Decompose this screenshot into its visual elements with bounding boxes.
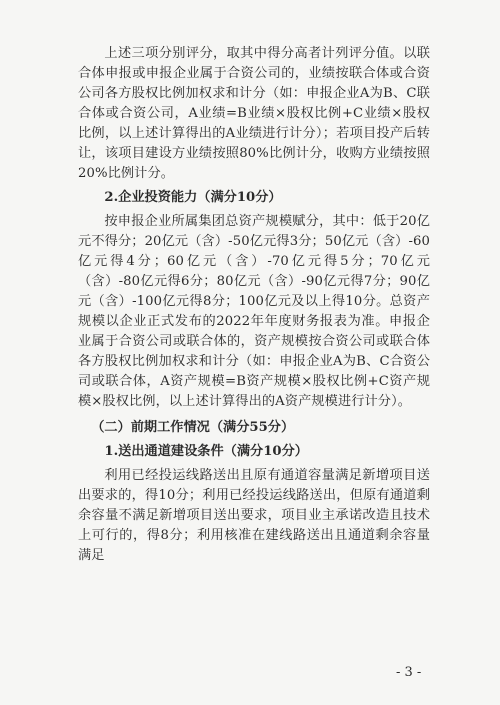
paragraph-investment-capacity: 按申报企业所属集团总资产规模赋分，其中：低于20亿元不得分；20亿元（含）-50亿元得3分；50亿元（含）-60亿元得4分；60亿元（含）-70亿元得5分；70亿元（含）-80亿元得6分；80亿元（含）-90亿元得7分；90亿元（含）-100亿元得8分；100亿元及以上得10分。总资产规模以企业正式发布的2022年年度财务报表为准。申报企业属于合资公司或联合体的，资产规模按合资公司或联合体各方股权比例加权求和计分（如：申报企业A为B、C合资公司或联合体，A资产规模=B资产规模×股权比例+C资产规模×股权比例，以上述计算得出的A资产规模进行计分）。	[78, 214, 430, 409]
page-number: - 3 -	[396, 665, 422, 680]
paragraph-transmission-channel: 利用已经投运线路送出且原有通道容量满足新增项目送出要求的，得10分；利用已经投运线路送出，但原有通道剩余容量不满足新增项目送出要求，项目业主承诺改造且技术上可行的，得8分；利用核准在建线路送出且通道剩余容量满足	[78, 468, 430, 563]
section-heading-preliminary-work: （二）前期工作情况（满分55分）	[91, 420, 295, 435]
section-heading-transmission-channel: 1.送出通道建设条件（满分10分）	[104, 444, 308, 459]
paragraph-scoring-method: 上述三项分别评分，取其中得分高者计列评分值。以联合体申报或申报企业属于合资公司的，业绩按联合体或合资公司各方股权比例加权求和计分（如：申报企业A为B、C联合体或合资公司，A业绩=B业绩×股权比例+C业绩×股权比例，以上述计算得出的A业绩进行计分）；若项目投产后转让，该项目建设方业绩按照80%比例计分，收购方业绩按照20%比例计分。	[78, 46, 430, 181]
section-heading-investment-capacity: 2.企业投资能力（满分10分）	[104, 190, 282, 205]
document-body	[78, 44, 430, 566]
